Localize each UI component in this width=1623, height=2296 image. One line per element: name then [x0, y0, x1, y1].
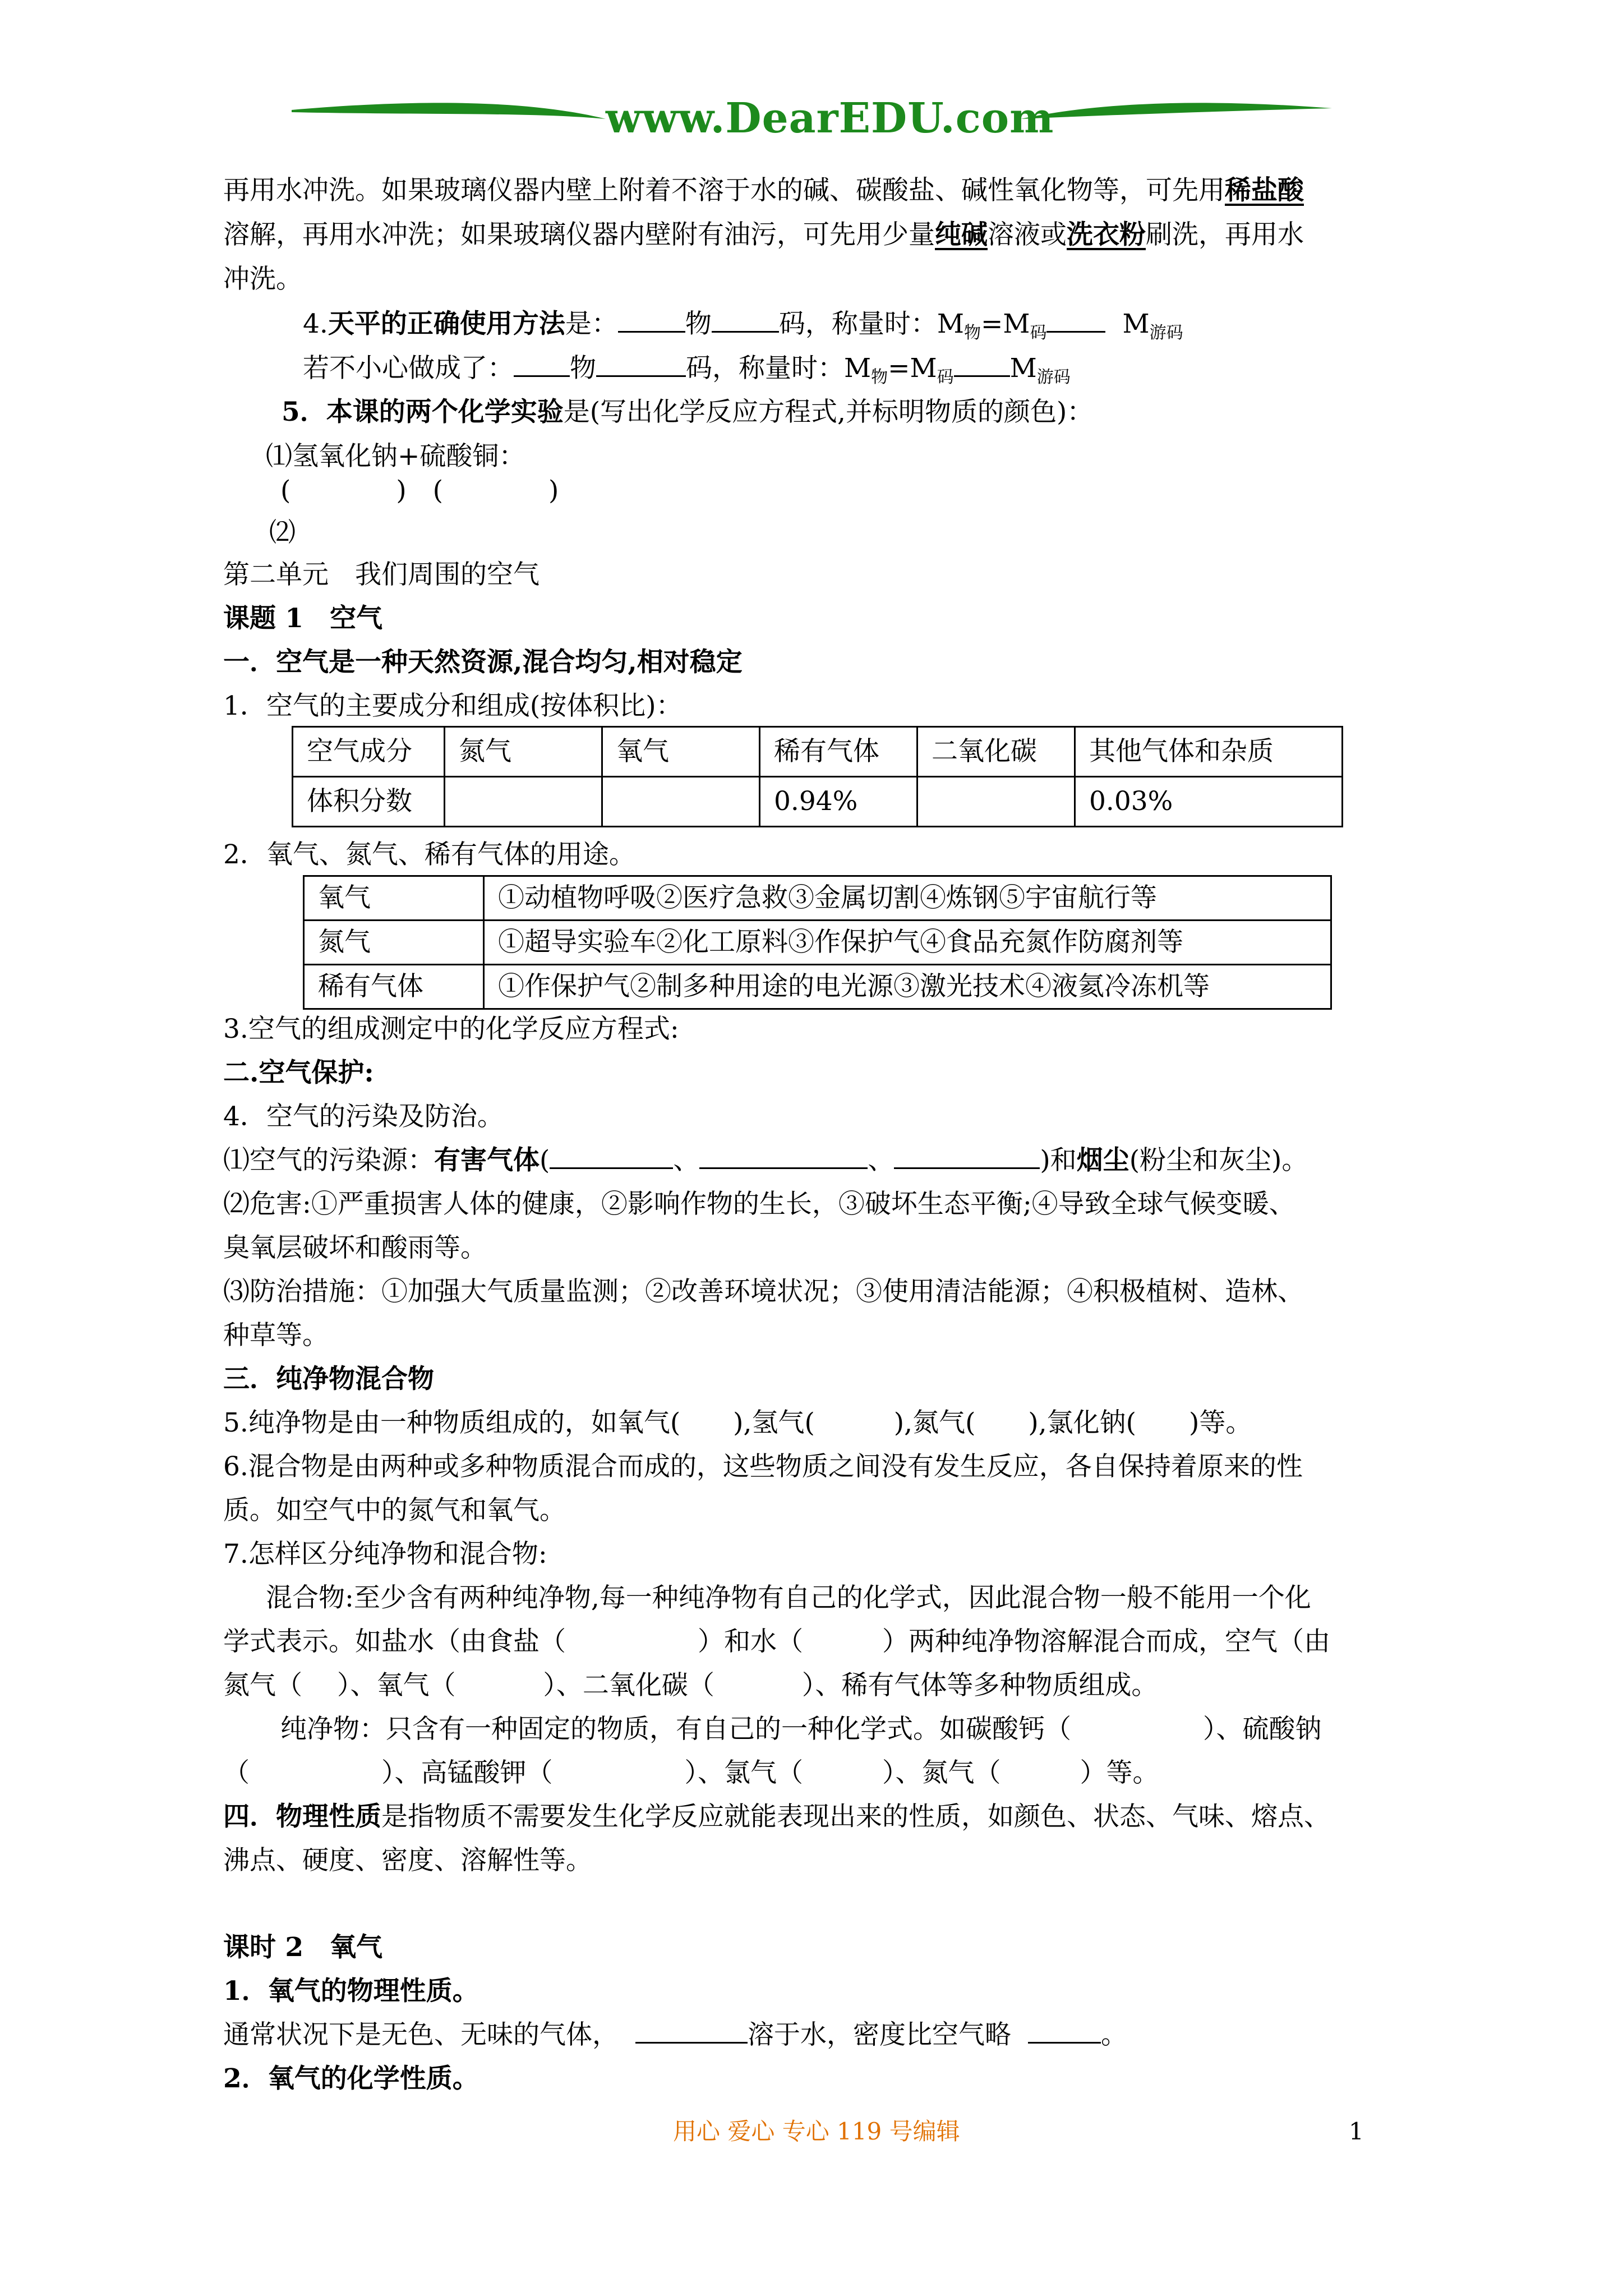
text: 码，称量时：M — [778, 309, 964, 339]
item-6-line1: 6.混合物是由两种或多种物质混合而成的，这些物质之间没有发生反应，各自保持着原来的性 — [223, 1451, 1303, 1482]
section-2-title: 二.空气保护: — [223, 1057, 374, 1088]
text: ⑴空气的污染源： — [223, 1145, 434, 1176]
subscript: 码 — [1030, 323, 1047, 343]
experiments-line — [282, 390, 1093, 434]
answer-blank[interactable] — [1028, 2019, 1101, 2044]
section-4-title: 四．物理性质 — [223, 1801, 381, 1832]
text: (粉尘和灰尘)。 — [1129, 1145, 1308, 1176]
air-composition-table — [292, 726, 1343, 827]
table-row — [304, 876, 1331, 921]
text: 通常状况下是无色、无味的气体， — [223, 2019, 619, 2050]
section-1-title: 一．空气是一种天然资源,混合均匀,相对稳定 — [223, 647, 743, 678]
header-banner — [0, 0, 1623, 185]
table-cell: 体积分数 — [293, 777, 445, 827]
text: )和 — [1040, 1145, 1077, 1176]
text: 。 — [1101, 2019, 1127, 2050]
paragraph-cleaning-line2 — [223, 213, 1304, 257]
table-cell: 二氧化碳 — [917, 727, 1075, 777]
table-cell: 氧气 — [602, 727, 760, 777]
table-cell: 氮气 — [445, 727, 602, 777]
left-swoosh-icon — [292, 103, 606, 119]
item-number: 4. — [303, 309, 328, 339]
page-number: 1 — [1349, 2118, 1364, 2145]
item-6-line2: 质。如空气中的氮气和氧气。 — [223, 1495, 566, 1526]
pollution-sources — [223, 1138, 1308, 1182]
text: M — [1122, 309, 1150, 339]
text: 是指物质不需要发生化学反应就能表现出来的性质，如颜色、状态、气味、熔点、 — [381, 1801, 1330, 1832]
text: 物 — [685, 309, 712, 339]
harm-line1: ⑵危害:①严重损害人体的健康，②影响作物的生长，③破坏生态平衡;④导致全球气候变暖、 — [223, 1189, 1295, 1220]
oxygen-physical-text — [223, 2013, 1127, 2057]
experiments-title: 5．本课的两个化学实验 — [282, 397, 564, 427]
text: =M — [980, 309, 1030, 339]
text: M — [1009, 353, 1037, 384]
prevention-line1: ⑶防治措施：①加强大气质量监测；②改善环境状况；③使用清洁能源；④积极植树、造林、 — [223, 1276, 1304, 1307]
text: ( — [540, 1145, 550, 1176]
gas-uses-table — [303, 875, 1332, 1010]
pure-line2: （ ）、高锰酸钾（ ）、氯气（ ）、氮气（ ）等。 — [223, 1757, 1159, 1788]
oxygen-physical-title: 1．氧气的物理性质。 — [223, 1976, 479, 2007]
emphasis-dust: 烟尘 — [1076, 1145, 1129, 1176]
paragraph-cleaning-line3: 冲洗。 — [223, 264, 302, 295]
subscript: 码 — [937, 367, 954, 387]
subscript: 物 — [963, 323, 981, 343]
table-cell: 氧气 — [304, 876, 484, 921]
site-title[interactable]: www.DearEDU.com — [606, 94, 1054, 142]
table-cell: ①超导实验车②化工原料③作保护气④食品充氮作防腐剂等 — [484, 921, 1331, 965]
pure-line1: 纯净物：只含有一种固定的物质，有自己的一种化学式。如碳酸钙（ ）、硫酸钠 — [280, 1714, 1322, 1745]
item-1: 1．空气的主要成分和组成(按体积比)： — [223, 691, 683, 721]
subscript: 游码 — [1149, 323, 1183, 343]
table-row — [293, 727, 1343, 777]
section-4-line1 — [223, 1795, 1330, 1839]
answer-blank[interactable] — [1046, 309, 1105, 333]
subscript: 游码 — [1036, 367, 1071, 387]
right-swoosh-icon — [1021, 103, 1332, 119]
text: 、 — [868, 1145, 895, 1176]
experiment-1-parens: ( ) ( ) — [280, 475, 559, 506]
emphasis-harmful-gas: 有害气体 — [434, 1145, 540, 1176]
text: 刷洗，再用水 — [1146, 219, 1304, 250]
item-2: 2．氧气、氮气、稀有气体的用途。 — [223, 839, 635, 870]
answer-blank[interactable] — [894, 1145, 1040, 1169]
item-3: 3.空气的组成测定中的化学反应方程式: — [223, 1014, 679, 1045]
section-3-title: 三．纯净物混合物 — [223, 1364, 434, 1395]
text: 若不小心做成了： — [303, 353, 514, 384]
mixture-line3: 氮气（ ）、氧气（ ）、二氧化碳（ ）、稀有气体等多种物质组成。 — [223, 1670, 1158, 1701]
table-row — [304, 921, 1331, 965]
table-cell: ①作保护气②制多种用途的电光源③激光技术④液氦冷冻机等 — [484, 965, 1331, 1009]
lesson-2-title: 课时 2 氧气 — [223, 1932, 383, 1963]
answer-blank[interactable] — [635, 2019, 748, 2044]
footer-note: 用心 爱心 专心 119 号编辑 — [673, 2118, 960, 2145]
table-cell: 空气成分 — [293, 727, 445, 777]
answer-blank[interactable] — [618, 309, 685, 333]
experiment-1: ⑴氢氧化钠+硫酸铜： — [266, 441, 525, 472]
text: 、 — [673, 1145, 700, 1176]
answer-blank[interactable] — [699, 1145, 868, 1169]
answer-blank[interactable] — [954, 353, 1010, 377]
balance-title: 天平的正确使用方法 — [328, 309, 565, 339]
experiment-2: ⑵ — [269, 517, 296, 548]
table-row — [304, 965, 1331, 1009]
table-cell: ①动植物呼吸②医疗急救③金属切割④炼钢⑤宇宙航行等 — [484, 876, 1331, 921]
mixture-line2: 学式表示。如盐水（由食盐（ ）和水（ ）两种纯净物溶解混合而成，空气（由 — [223, 1626, 1330, 1657]
answer-blank[interactable] — [596, 353, 686, 377]
table-row — [293, 777, 1343, 827]
table-cell: 稀有气体 — [304, 965, 484, 1009]
text: =M — [888, 353, 937, 384]
text: 溶于水，密度比空气略 — [748, 2019, 1011, 2050]
subscript: 物 — [871, 367, 888, 387]
text: 再用水冲洗。如果玻璃仪器内壁上附着不溶于水的碱、碳酸盐、碱性氧化物等，可先用 — [223, 175, 1225, 206]
table-cell: 稀有气体 — [760, 727, 917, 777]
table-cell: 其他气体和杂质 — [1075, 727, 1343, 777]
item-7: 7.怎样区分纯净物和混合物: — [223, 1539, 547, 1570]
table-cell-blank[interactable] — [917, 777, 1075, 827]
emphasis-dilute-hcl: 稀盐酸 — [1225, 175, 1304, 206]
text: 是(写出化学反应方程式,并标明物质的颜色)： — [563, 397, 1094, 427]
mixture-line1: 混合物:至少含有两种纯净物,每一种纯净物有自己的化学式，因此混合物一般不能用一个化 — [266, 1582, 1311, 1613]
text: 溶液或 — [988, 219, 1067, 250]
unit-title: 第二单元 我们周围的空气 — [223, 559, 540, 590]
text: 码，称量时：M — [686, 353, 872, 384]
text: 溶解，再用水冲洗；如果玻璃仪器内壁附有油污，可先用少量 — [223, 219, 935, 250]
table-cell: 0.03% — [1075, 777, 1343, 827]
oxygen-chemical-title: 2．氧气的化学性质。 — [223, 2063, 479, 2094]
table-cell: 0.94% — [760, 777, 917, 827]
table-cell-blank[interactable] — [445, 777, 602, 827]
harm-line2: 臭氧层破坏和酸雨等。 — [223, 1232, 487, 1263]
table-cell-blank[interactable] — [602, 777, 760, 827]
item-4: 4．空气的污染及防治。 — [223, 1101, 504, 1132]
text: 物 — [570, 353, 596, 384]
emphasis-detergent: 洗衣粉 — [1067, 219, 1146, 250]
paragraph-cleaning-line1 — [223, 168, 1304, 213]
section-4-line2: 沸点、硬度、密度、溶解性等。 — [223, 1845, 592, 1876]
item-5: 5.纯净物是由一种物质组成的，如氧气( ),氢气( ),氮气( ),氯化钠( )等。 — [223, 1407, 1252, 1438]
answer-blank[interactable] — [712, 309, 779, 333]
text: 是： — [565, 309, 618, 339]
answer-blank[interactable] — [514, 353, 570, 377]
answer-blank[interactable] — [550, 1145, 673, 1169]
lesson-1-title: 课题 1 空气 — [223, 603, 383, 634]
emphasis-soda: 纯碱 — [935, 219, 988, 250]
prevention-line2: 种草等。 — [223, 1320, 329, 1351]
table-cell: 氮气 — [304, 921, 484, 965]
